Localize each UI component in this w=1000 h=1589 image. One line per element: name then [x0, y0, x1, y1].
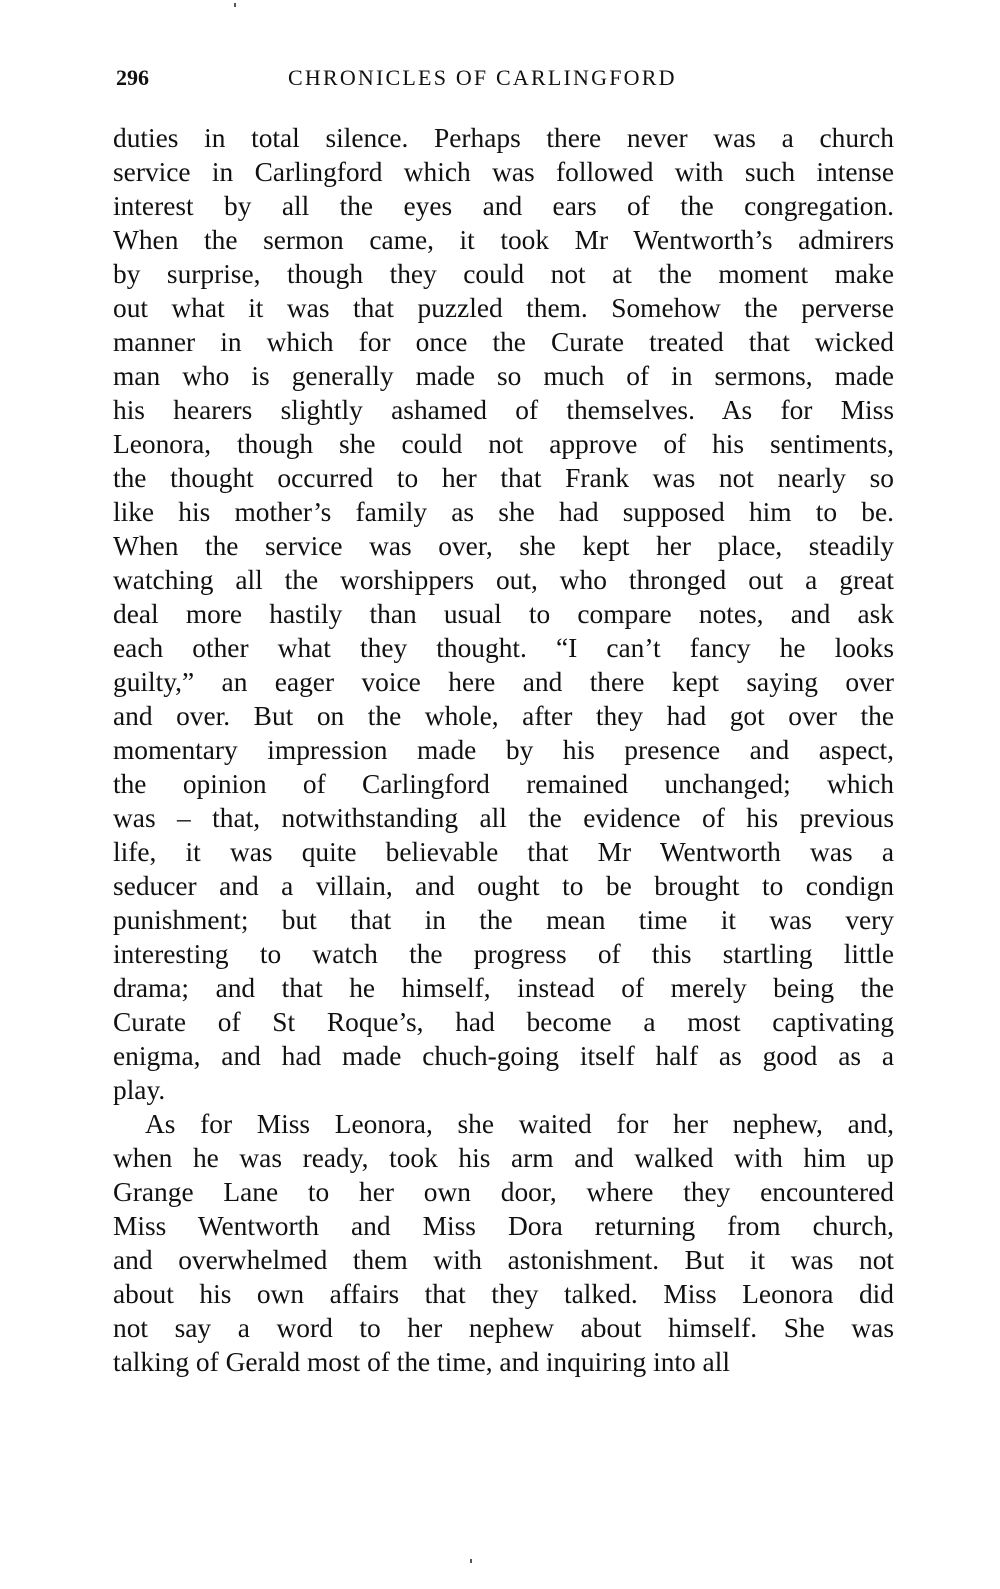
- text-line: not say a word to her nephew about himself. She was: [113, 1313, 894, 1343]
- page-number: 296: [116, 65, 149, 90]
- body-text: [113, 121, 894, 1379]
- text-line: about his own affairs that they talked. Miss Leonora did: [113, 1279, 894, 1309]
- text-line: when he was ready, took his arm and walked with him up: [113, 1143, 894, 1173]
- text-line: was – that, notwithstanding all the evidence of his previous: [113, 803, 894, 833]
- text-line: like his mother’s family as she had supposed him to be.: [113, 497, 894, 527]
- book-title: CHRONICLES OF CARLINGFORD: [288, 65, 677, 90]
- text-line: Miss Wentworth and Miss Dora returning from church,: [113, 1211, 894, 1241]
- text-line: Leonora, though she could not approve of his sentiments,: [113, 429, 894, 459]
- text-line: manner in which for once the Curate treated that wicked: [113, 327, 894, 357]
- text-line: interest by all the eyes and ears of the congregation.: [113, 191, 894, 221]
- text-line: seducer and a villain, and ought to be brought to condign: [113, 871, 894, 901]
- text-line: the thought occurred to her that Frank was not nearly so: [113, 463, 894, 493]
- paragraph: [113, 1107, 894, 1379]
- text-line: drama; and that he himself, instead of merely being the: [113, 973, 894, 1003]
- text-line: punishment; but that in the mean time it was very: [113, 905, 894, 935]
- text-line: guilty,” an eager voice here and there kept saying over: [113, 667, 894, 697]
- text-line: service in Carlingford which was followed with such intense: [113, 157, 894, 187]
- text-line: momentary impression made by his presence and aspect,: [113, 735, 894, 765]
- text-line: When the sermon came, it took Mr Wentworth’s admirers: [113, 225, 894, 255]
- text-line: As for Miss Leonora, she waited for her nephew, and,: [145, 1109, 894, 1139]
- text-line: out what it was that puzzled them. Somehow the perverse: [113, 293, 894, 323]
- text-line: deal more hastily than usual to compare notes, and ask: [113, 599, 894, 629]
- text-line: interesting to watch the progress of this startling little: [113, 939, 894, 969]
- text-line: his hearers slightly ashamed of themselves. As for Miss: [113, 395, 894, 425]
- text-line: and overwhelmed them with astonishment. But it was not: [113, 1245, 894, 1275]
- running-head: [116, 62, 896, 94]
- paragraph: [113, 121, 894, 1107]
- text-line: Grange Lane to her own door, where they encountered: [113, 1177, 894, 1207]
- text-line: duties in total silence. Perhaps there never was a church: [113, 123, 894, 153]
- text-line: the opinion of Carlingford remained unchanged; which: [113, 769, 894, 799]
- text-line: enigma, and had made chuch-going itself half as good as a: [113, 1041, 894, 1071]
- text-line: talking of Gerald most of the time, and inquiring into all: [113, 1347, 730, 1377]
- text-line: Curate of St Roque’s, had become a most captivating: [113, 1007, 894, 1037]
- scan-speck-bottom: [470, 1559, 472, 1563]
- text-line: life, it was quite believable that Mr Wentworth was a: [113, 837, 894, 867]
- text-line: play.: [113, 1075, 166, 1105]
- text-line: and over. But on the whole, after they had got over the: [113, 701, 894, 731]
- text-line: watching all the worshippers out, who thronged out a great: [113, 565, 894, 595]
- text-line: man who is generally made so much of in sermons, made: [113, 361, 894, 391]
- text-line: When the service was over, she kept her place, steadily: [113, 531, 894, 561]
- scan-speck-top: [234, 3, 236, 7]
- text-line: by surprise, though they could not at the moment make: [113, 259, 894, 289]
- text-line: each other what they thought. “I can’t fancy he looks: [113, 633, 894, 663]
